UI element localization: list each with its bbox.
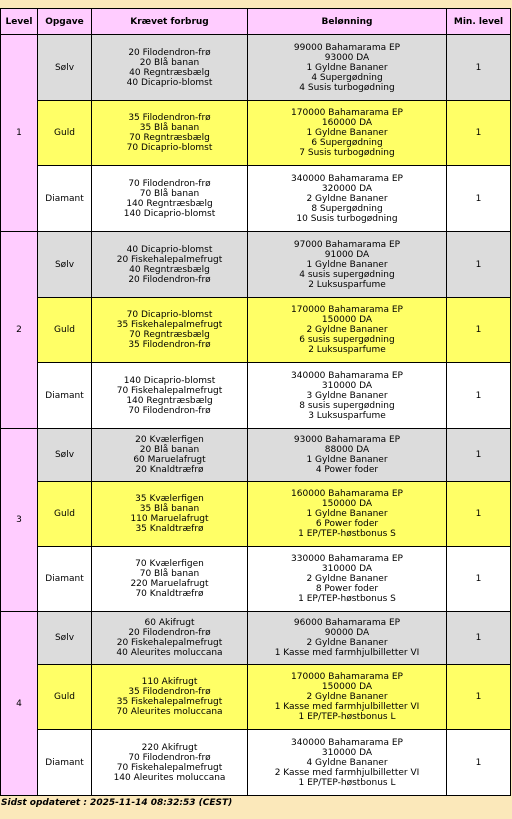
belonning-item: 2 Luksusparfume — [308, 279, 386, 290]
kraevet-forbrug-cell — [92, 232, 248, 298]
kraevet-item: 35 Kvælerfigen — [135, 494, 204, 504]
kraevet-item: 40 Dicaprio-blomst — [126, 244, 213, 255]
kraevet-item: 70 Filodendron-frø — [128, 405, 211, 416]
belonning-item: 91000 DA — [324, 249, 370, 260]
belonning-item: 1 Kasse med farmhjulbilletter VI — [274, 648, 420, 658]
kraevet-forbrug-cell — [92, 482, 248, 547]
kraevet-item: 70 Blå banan — [139, 188, 200, 199]
kraevet-item: 20 Fiskehalepalmefrugt — [116, 638, 223, 648]
belonning-item: 2 Gyldne Bananer — [306, 193, 388, 204]
kraevet-item: 35 Filodendron-frø — [128, 113, 211, 123]
belonning-item: 3 Gyldne Bananer — [306, 390, 388, 401]
opgave-cell: Diamant — [38, 363, 92, 429]
min-level-cell: 1 — [447, 298, 511, 363]
belonning-item: 7 Susis turbogødning — [299, 148, 395, 158]
belonning-item: 1 Gyldne Bananer — [306, 455, 388, 465]
kraevet-item: 20 Filodendron-frø — [128, 274, 211, 285]
kraevet-item: 70 Fiskehalepalmefrugt — [116, 762, 223, 773]
kraevet-item: 35 Filodendron-frø — [128, 340, 211, 350]
kraevet-forbrug-cell — [92, 730, 248, 796]
belonning-item: 310000 DA — [321, 380, 373, 391]
belonning-item: 1 Gyldne Bananer — [306, 509, 388, 519]
kraevet-item: 20 Filodendron-frø — [128, 628, 211, 638]
min-level-cell: 1 — [447, 730, 511, 796]
kraevet-item: 35 Blå banan — [139, 504, 200, 514]
kraevet-item: 35 Blå banan — [139, 123, 200, 133]
belonning-item: 8 susis supergødning — [299, 400, 395, 411]
kraevet-item: 70 Fiskehalepalmefrugt — [116, 385, 223, 396]
kraevet-item: 20 Blå banan — [139, 445, 200, 455]
kraevet-item: 35 Fiskehalepalmefrugt — [116, 697, 223, 707]
min-level-cell: 1 — [447, 35, 511, 101]
kraevet-item: 35 Knaldtræfrø — [135, 524, 204, 534]
min-level-cell: 1 — [447, 482, 511, 547]
belonning-item: 1 EP/TEP-høstbonus S — [298, 594, 396, 604]
belonning-item: 2 Gyldne Bananer — [306, 638, 388, 648]
table-row — [1, 482, 511, 547]
kraevet-item: 140 Regntræsbælg — [126, 198, 213, 209]
min-level-cell: 1 — [447, 101, 511, 166]
kraevet-item: 70 Knaldtræfrø — [135, 589, 204, 599]
header-row — [1, 9, 511, 35]
last-updated-footer: Sidst opdateret : 2025-11-14 08:32:53 (CEST) — [1, 798, 233, 808]
kraevet-item: 110 Akifrugt — [141, 677, 198, 687]
belonning-item: 2 Gyldne Bananer — [306, 574, 388, 584]
belonning-item: 96000 Bahamarama EP — [293, 618, 401, 628]
min-level-cell: 1 — [447, 232, 511, 298]
belonning-cell — [248, 363, 447, 429]
kraevet-item: 35 Fiskehalepalmefrugt — [116, 320, 223, 330]
kraevet-item: 70 Regntræsbælg — [129, 330, 210, 340]
table-row — [1, 232, 511, 298]
table-row — [1, 35, 511, 101]
belonning-cell — [248, 101, 447, 166]
belonning-item: 99000 Bahamarama EP — [293, 42, 401, 53]
header-kraevet-forbrug: Krævet forbrug — [92, 9, 248, 35]
belonning-cell — [248, 35, 447, 101]
belonning-item: 1 Gyldne Bananer — [306, 128, 388, 138]
table-row — [1, 730, 511, 796]
kraevet-item: 140 Regntræsbælg — [126, 395, 213, 406]
table-body — [1, 35, 511, 796]
kraevet-item: 70 Regntræsbælg — [129, 133, 210, 143]
belonning-item: 160000 DA — [321, 118, 373, 128]
kraevet-item: 70 Aleurites moluccana — [116, 707, 223, 717]
kraevet-item: 40 Dicaprio-blomst — [126, 77, 213, 88]
belonning-item: 93000 DA — [324, 52, 370, 63]
kraevet-item: 70 Kvælerfigen — [135, 559, 204, 569]
belonning-cell — [248, 429, 447, 482]
table-row — [1, 612, 511, 665]
belonning-cell — [248, 232, 447, 298]
kraevet-item: 40 Regntræsbælg — [129, 264, 210, 275]
min-level-cell: 1 — [447, 665, 511, 730]
belonning-item: 6 Supergødning — [311, 138, 383, 148]
opgave-cell: Diamant — [38, 166, 92, 232]
min-level-cell: 1 — [447, 363, 511, 429]
belonning-cell — [248, 166, 447, 232]
kraevet-item: 20 Kvælerfigen — [135, 435, 204, 445]
belonning-item: 4 Susis turbogødning — [299, 82, 395, 93]
level-cell: 1 — [1, 35, 38, 232]
min-level-cell: 1 — [447, 429, 511, 482]
kraevet-item: 70 Dicaprio-blomst — [126, 310, 213, 320]
opgave-cell: Sølv — [38, 35, 92, 101]
min-level-cell: 1 — [447, 547, 511, 612]
table-row — [1, 429, 511, 482]
belonning-item: 2 Gyldne Bananer — [306, 692, 388, 702]
belonning-item: 88000 DA — [324, 445, 370, 455]
opgave-cell: Diamant — [38, 547, 92, 612]
belonning-item: 90000 DA — [324, 628, 370, 638]
level-cell: 3 — [1, 429, 38, 612]
belonning-item: 150000 DA — [321, 315, 373, 325]
belonning-item: 93000 Bahamarama EP — [293, 435, 401, 445]
belonning-item: 1 EP/TEP-høstbonus L — [298, 777, 396, 788]
kraevet-item: 20 Blå banan — [139, 57, 200, 68]
kraevet-item: 35 Filodendron-frø — [128, 687, 211, 697]
kraevet-forbrug-cell — [92, 35, 248, 101]
kraevet-forbrug-cell — [92, 429, 248, 482]
opgave-cell: Guld — [38, 298, 92, 363]
kraevet-item: 140 Dicaprio-blomst — [123, 208, 216, 219]
kraevet-item: 70 Dicaprio-blomst — [126, 143, 213, 153]
opgave-cell: Sølv — [38, 429, 92, 482]
belonning-item: 1 Gyldne Bananer — [306, 62, 388, 73]
opgave-cell: Sølv — [38, 612, 92, 665]
kraevet-item: 140 Dicaprio-blomst — [123, 375, 216, 386]
belonning-item: 160000 Bahamarama EP — [291, 489, 403, 499]
level-cell: 4 — [1, 612, 38, 796]
min-level-cell: 1 — [447, 166, 511, 232]
min-level-cell: 1 — [447, 612, 511, 665]
kraevet-item: 70 Filodendron-frø — [128, 752, 211, 763]
header-min-level: Min. level — [447, 9, 511, 35]
kraevet-item: 140 Aleurites moluccana — [113, 772, 226, 783]
kraevet-forbrug-cell — [92, 298, 248, 363]
belonning-item: 340000 Bahamarama EP — [291, 173, 403, 184]
table-row — [1, 363, 511, 429]
belonning-item: 8 Power foder — [315, 584, 379, 594]
belonning-cell — [248, 482, 447, 547]
table-row — [1, 101, 511, 166]
belonning-item: 6 Power foder — [315, 519, 379, 529]
belonning-item: 150000 DA — [321, 682, 373, 692]
kraevet-forbrug-cell — [92, 166, 248, 232]
belonning-cell — [248, 547, 447, 612]
kraevet-item: 40 Regntræsbælg — [129, 67, 210, 78]
opgave-cell: Guld — [38, 665, 92, 730]
belonning-cell — [248, 612, 447, 665]
belonning-item: 8 Supergødning — [311, 203, 383, 214]
table-row — [1, 547, 511, 612]
belonning-item: 10 Susis turbogødning — [296, 213, 398, 224]
kraevet-item: 70 Blå banan — [139, 569, 200, 579]
opgave-cell: Sølv — [38, 232, 92, 298]
belonning-item: 4 Power foder — [315, 465, 379, 475]
kraevet-item: 20 Fiskehalepalmefrugt — [116, 254, 223, 265]
kraevet-forbrug-cell — [92, 363, 248, 429]
kraevet-item: 20 Knaldtræfrø — [135, 465, 204, 475]
belonning-item: 1 EP/TEP-høstbonus L — [298, 712, 396, 722]
belonning-item: 310000 DA — [321, 747, 373, 758]
table-row — [1, 166, 511, 232]
header-belonning: Belønning — [248, 9, 447, 35]
opgave-cell: Diamant — [38, 730, 92, 796]
kraevet-item: 20 Filodendron-frø — [128, 47, 211, 58]
header-level: Level — [1, 9, 38, 35]
belonning-item: 97000 Bahamarama EP — [293, 239, 401, 250]
belonning-item: 320000 DA — [321, 183, 373, 194]
kraevet-forbrug-cell — [92, 665, 248, 730]
opgave-cell: Guld — [38, 101, 92, 166]
kraevet-item: 60 Akifrugt — [144, 618, 195, 628]
header-opgave: Opgave — [38, 9, 92, 35]
belonning-item: 2 Kasse med farmhjulbilletter VI — [274, 767, 420, 778]
kraevet-forbrug-cell — [92, 612, 248, 665]
belonning-item: 330000 Bahamarama EP — [291, 554, 403, 564]
belonning-item: 340000 Bahamarama EP — [291, 370, 403, 381]
belonning-cell — [248, 298, 447, 363]
belonning-item: 170000 Bahamarama EP — [291, 672, 403, 682]
belonning-item: 2 Luksusparfume — [308, 345, 386, 355]
belonning-item: 2 Gyldne Bananer — [306, 325, 388, 335]
kraevet-forbrug-cell — [92, 547, 248, 612]
kraevet-item: 220 Maruelafrugt — [130, 579, 209, 589]
belonning-item: 4 susis supergødning — [299, 269, 395, 280]
level-cell: 2 — [1, 232, 38, 429]
quest-table — [0, 8, 511, 796]
kraevet-item: 220 Akifrugt — [141, 742, 198, 753]
belonning-cell — [248, 730, 447, 796]
table-row — [1, 298, 511, 363]
belonning-item: 310000 DA — [321, 564, 373, 574]
belonning-item: 150000 DA — [321, 499, 373, 509]
belonning-item: 170000 Bahamarama EP — [291, 108, 403, 118]
belonning-item: 1 Gyldne Bananer — [306, 259, 388, 270]
belonning-item: 1 Kasse med farmhjulbilletter VI — [274, 702, 420, 712]
belonning-item: 4 Supergødning — [311, 72, 383, 83]
opgave-cell: Guld — [38, 482, 92, 547]
belonning-item: 4 Gyldne Bananer — [306, 757, 388, 768]
kraevet-forbrug-cell — [92, 101, 248, 166]
kraevet-item: 110 Maruelafrugt — [130, 514, 209, 524]
kraevet-item: 40 Aleurites moluccana — [116, 648, 223, 658]
belonning-item: 170000 Bahamarama EP — [291, 305, 403, 315]
belonning-item: 6 susis supergødning — [299, 335, 395, 345]
belonning-item: 3 Luksusparfume — [308, 410, 386, 421]
table-row — [1, 665, 511, 730]
belonning-item: 1 EP/TEP-høstbonus S — [298, 529, 396, 539]
belonning-item: 340000 Bahamarama EP — [291, 737, 403, 748]
kraevet-item: 60 Maruelafrugt — [133, 455, 206, 465]
kraevet-item: 70 Filodendron-frø — [128, 178, 211, 189]
belonning-cell — [248, 665, 447, 730]
